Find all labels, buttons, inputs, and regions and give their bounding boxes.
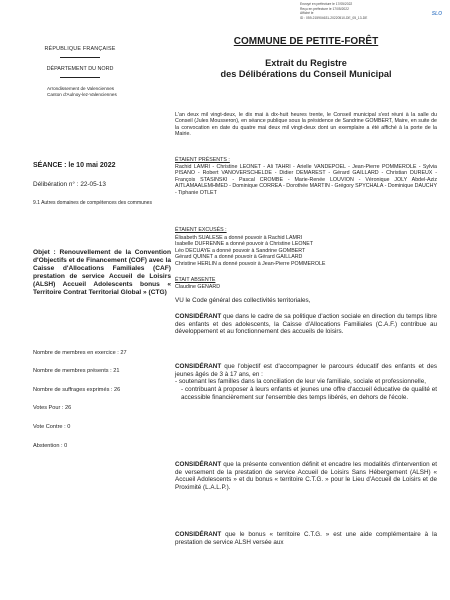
vu-line: VU le Code général des collectivités territoriales,	[175, 297, 311, 304]
considerant-keyword: CONSIDÉRANT	[175, 461, 222, 468]
arrondissement: Arrondissement de Valenciennes	[47, 86, 115, 91]
stamp-logo: SLO	[431, 11, 442, 17]
considerant-dash-2: - contribuant à proposer à leurs enfants et jeunes une offre d'accueil éducative de qualité et accessible financièrement sur l'ensemble des temps libérés, en dehors de l'école.	[181, 386, 437, 401]
seance-date: SÉANCE : le 10 mai 2022	[33, 162, 116, 169]
considerant-2	[175, 363, 437, 402]
departement-heading: DÉPARTEMENT DU NORD	[46, 66, 114, 72]
considerant-text: que la présente convention définit et encadre les modalités d'intervention et de versement de la prestation de service Accueil de Loisirs Sans Hébergement (ALSH) « Accueil Adolescents » et du bonus « territoire C.T.G. » pour le Lieu d'Accueil de Loisirs et de Proximité (L.A.L.P.).	[175, 461, 437, 492]
divider	[60, 57, 100, 58]
extrait-line-1: Extrait du Registre	[265, 58, 347, 68]
considerant-keyword: CONSIDÉRANT	[175, 531, 222, 538]
extrait-line-2: des Délibérations du Conseil Municipal	[220, 69, 392, 79]
stat-pour: Votes Pour : 26	[33, 405, 72, 411]
considerant-text: que l'objectif est d'accompagner le parcours éducatif des enfants et des jeunes âgés de 3 à 17 ans, en :	[175, 363, 437, 378]
excuse-item: Élisabeth SUALESE a donné pouvoir à Rachid LAMRI	[175, 235, 303, 241]
stat-exercice: Nombre de membres en exercice : 27	[33, 350, 127, 356]
presents-heading: ÉTAIENT PRÉSENTS :	[175, 157, 230, 163]
excuse-item: Gérard QUINET a donné pouvoir à Gérard GAILLARD	[175, 254, 303, 261]
considerant-keyword: CONSIDÉRANT	[175, 313, 222, 320]
stamp-line: Reçu en préfecture le 17/05/2022	[300, 6, 349, 11]
considerant-text: que le bonus « territoire C.T.G. » est une aide complémentaire à la prestation de service ALSH versée aux	[175, 531, 437, 546]
stat-suffrages: Nombre de suffrages exprimés : 26	[33, 387, 121, 393]
intro-paragraph: L'an deux mil vingt-deux, le dix mai à dix-huit heures trente, le Conseil municipal s'est réuni à la salle du Conseil (Jules Mousseron), en séance publique sous la présidence de Sandrine GOMBERT, Maire, en suite de la convocation en date du quatre mai deux mil vingt-deux dont un exemplaire a été affiché à la porte de la Mairie.	[175, 112, 437, 138]
matter-code: 9.1 Autres domaines de compétences des communes	[33, 200, 152, 206]
excuses-list	[175, 235, 437, 267]
stamp-line: Envoyé en préfecture le 17/05/2022	[300, 2, 353, 6]
stamp-line: Affiché le	[300, 11, 314, 16]
deliberation-number: Délibération n° : 22-05-13	[33, 181, 106, 188]
stamp-line: ID : 059-215904631-20220510-DE_05_13-DE	[300, 15, 368, 20]
excuse-item: Isabelle DUFRENNE a donné pouvoir à Christine LEONET	[175, 241, 314, 248]
presents-list: Rachid LAMRI - Christine LEONET - Ali TAHRI - Arielle VANDEPOEL - Jean-Pierre POMMEROLE - Sylvia PISANO - Robert VANOVERSCHELDE - Didier DEMAREST - Gérard GAILLARD - Christian DUREUX - François STASINSKI - Pascal CROMBE - Marie-Renée LOUVION - Véronique JOLY Abdel-Aziz AITLAMAALEMHMED - Dominique CORREA - Dorothée MARTIN - Grégory SPYCHALA - Dominique DAUCHY - Tiphanie OTLET	[175, 164, 437, 196]
excuses-heading: ÉTAIENT EXCUSÉS :	[175, 227, 227, 233]
stat-presents: Nombre de membres présents : 21	[33, 368, 120, 374]
stat-contre: Vote Contre : 0	[33, 424, 71, 430]
stat-abstention: Abstention : 0	[33, 443, 68, 449]
absente-name: Claudine GENARD	[175, 284, 221, 290]
canton: Canton d'Aulnoy-lez-Valenciennes	[47, 92, 117, 98]
considerant-3	[175, 461, 437, 492]
prefecture-stamp	[300, 2, 444, 20]
excuse-item: Léo DECUAYE a donné pouvoir à Sandrine GOMBERT	[175, 247, 306, 254]
absente-heading: ÉTAIT ABSENTE	[175, 277, 216, 283]
extrait-title	[175, 58, 437, 80]
arrondissement-block	[47, 86, 157, 98]
considerant-1	[175, 313, 437, 336]
considerant-4	[175, 531, 437, 546]
considerant-keyword: CONSIDÉRANT	[175, 363, 222, 370]
considerant-text: que dans le cadre de sa politique d'action sociale en direction du temps libre des enfants et des adolescents, la Caisse d'Allocations Familiales (C.A.F.) contribue au développement et au fonctionnement des accueils de loisirs.	[175, 313, 437, 336]
divider	[60, 77, 100, 78]
excuse-item: Christine HERLIN a donné pouvoir à Jean-Pierre POMMEROLE	[175, 260, 326, 267]
commune-title: COMMUNE DE PETITE-FORÊT	[233, 36, 379, 47]
republique-heading: RÉPUBLIQUE FRANÇAISE	[44, 46, 116, 52]
objet-text: Objet : Renouvellement de la Convention d'Objectifs et de Financement (COF) avec la Caisse d'Allocations Familiales (CAF) prestation de service Accueil de Loisirs (ALSH) Accueil Adolescents bonus « Territoire Contrat Territorial Global » (CTG)	[33, 249, 171, 296]
considerant-dash-1: - soutenant les familles dans la conciliation de leur vie familiale, sociale et professionnelle,	[175, 378, 426, 386]
